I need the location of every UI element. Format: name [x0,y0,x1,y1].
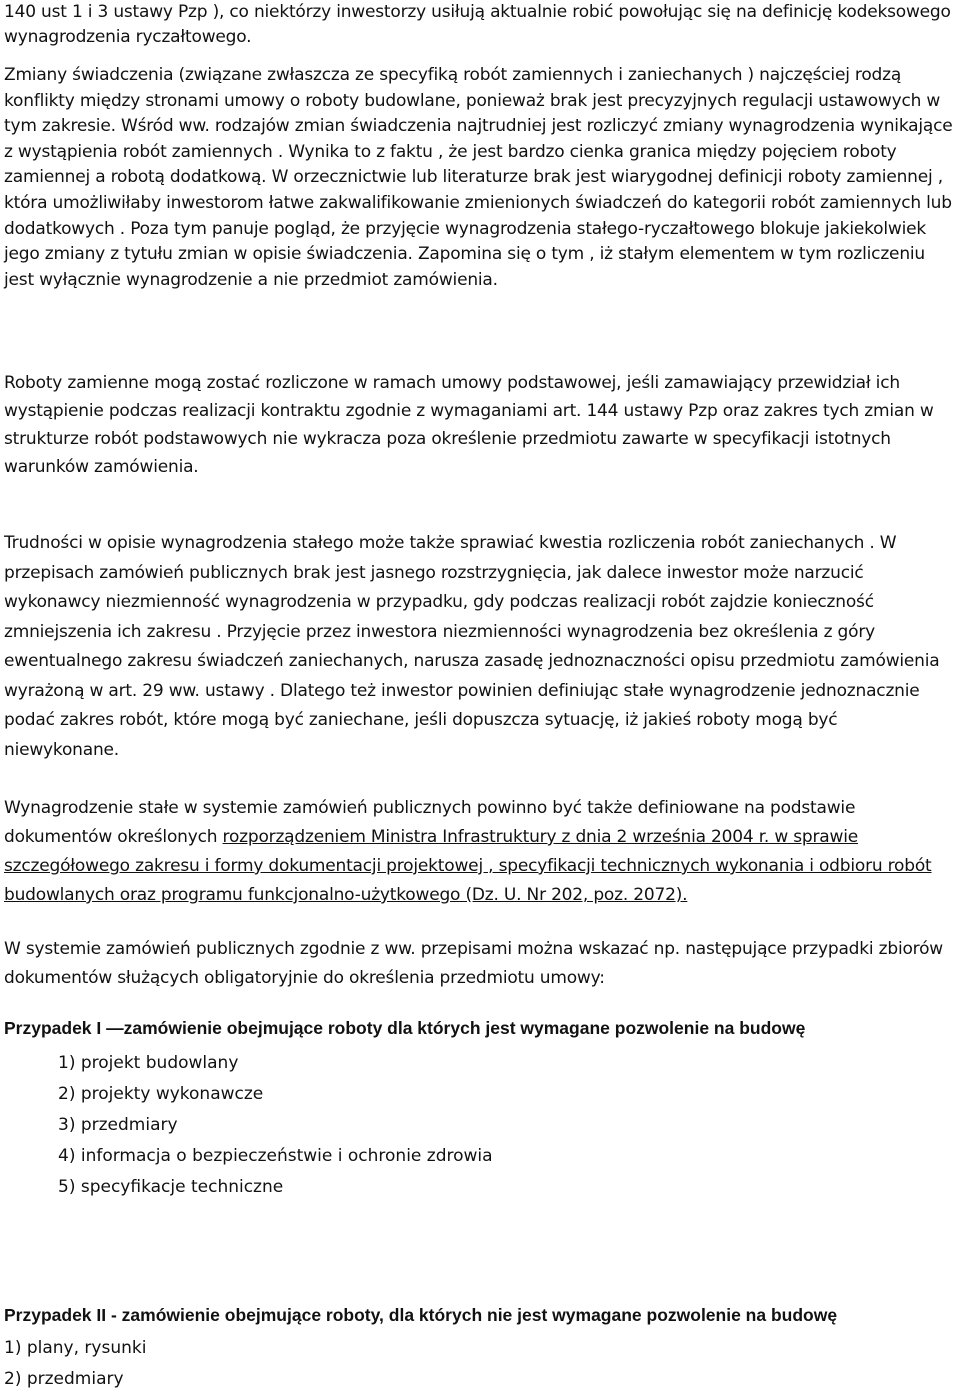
list-item: 5) specyfikacje techniczne [58,1177,284,1197]
case-1-document-list [58,1048,493,1203]
paragraph-changes-of-performance: Zmiany świadczenia (związane zwłaszcza ze specyfiką robót zamiennych i zaniechanych ) najczęściej rodzą konflikty między stronami umowy o roboty budowlane, ponieważ brak jest precyzyjnych regulacji ustawowych w tym zakresie. Wśród ww. rodzajów zmian świadczenia najtrudniej jest rozliczyć zmiany wynagrodzenia wynikające z wystąpienia robót zamiennych . Wynika to z faktu , że jest bardzo cienka granica między pojęciem roboty zamiennej a robotą dodatkową. W orzecznictwie lub literaturze brak jest wiarygodnej definicji roboty zamiennej , która umożliwiłaby inwestorom łatwe zakwalifikowanie zmienionych świadczeń do kategorii robót zamiennych lub dodatkowych . Poza tym panuje pogląd, że przyjęcie wynagrodzenia stałego-ryczałtowego blokuje jakiekolwiek jego zmiany z tytułu zmian w opisie świadczenia. Zapomina się o tym , iż stałym elementem w tym rozliczeniu jest wyłącznie wynagrodzenie a nie przedmiot zamówienia. [4,65,953,290]
paragraph-replacement-works: Roboty zamienne mogą zostać rozliczone w ramach umowy podstawowej, jeśli zamawiający przewidział ich wystąpienie podczas realizacji kontraktu zgodnie z wymaganiami art. 144 ustawy Pzp oraz zakres tych zmian w strukturze robót podstawowych nie wykracza poza określenie przedmiotu zawarte w specyfikacji istotnych warunków zamówienia. [4,373,934,477]
list-item: 2) projekty wykonawcze [58,1084,264,1104]
regulation-reference-link[interactable]: rozporządzeniem Ministra Infrastruktury z dnia 2 września 2004 r. w sprawie szczegółowego zakresu i formy dokumentacji projektowej , specyfikacji technicznych wykonania i odbioru robót budowlanych oraz programu funkcjonalno-użytkowego (Dz. U. Nr 202, poz. 2072). [4,827,932,905]
paragraph-document-sets: W systemie zamówień publicznych zgodnie z ww. przepisami można wskazać np. następujące przypadki zbiorów dokumentów służących obligatoryjnie do określenia przedmiotu umowy: [4,939,943,988]
paragraph-abandoned-works: Trudności w opisie wynagrodzenia stałego może także sprawiać kwestia rozliczenia robót zaniechanych . W przepisach zamówień publicznych brak jest jasnego rozstrzygnięcia, jak dalece inwestor może narzucić wykonawcy niezmienność wynagrodzenia w przypadku, gdy podczas realizacji robót zajdzie konieczność zmniejszenia ich zakresu . Przyjęcie przez inwestora niezmienności wynagrodzenia bez określenia z góry ewentualnego zakresu świadczeń zaniechanych, narusza zasadę jednoznaczności opisu przedmiotu zamówienia wyrażoną w art. 29 ww. ustawy . Dlatego też inwestor powinien definiując stałe wynagrodzenie jednoznacznie podać zakres robót, które mogą być zaniechane, jeśli dopuszcza sytuację, iż jakieś roboty mogą być niewykonane. [4,533,940,760]
list-item: 1) plany, rysunki [4,1338,147,1358]
list-item: 2) przedmiary [4,1369,124,1389]
case-2-heading: Przypadek II - zamówienie obejmujące roboty, dla których nie jest wymagane pozwolenie na budowę [4,1305,838,1325]
paragraph-intro-continuation: 140 ust 1 i 3 ustawy Pzp ), co niektórzy inwestorzy usiłują aktualnie robić powołując się na definicję kodeksowego wynagrodzenia ryczałtowego. [4,2,951,47]
list-item: 4) informacja o bezpieczeństwie i ochronie zdrowia [58,1146,493,1166]
case-2-document-list [4,1333,146,1395]
list-item: 1) projekt budowlany [58,1053,239,1073]
paragraph-fixed-remuneration-text: Wynagrodzenie stałe w systemie zamówień publicznych powinno być także definiowane na podstawie dokumentów określonych [4,798,856,847]
case-1-heading: Przypadek I —zamówienie obejmujące roboty dla których jest wymagane pozwolenie na budowę [4,1018,806,1038]
list-item: 3) przedmiary [58,1115,178,1135]
paragraph-fixed-remuneration [4,794,956,910]
